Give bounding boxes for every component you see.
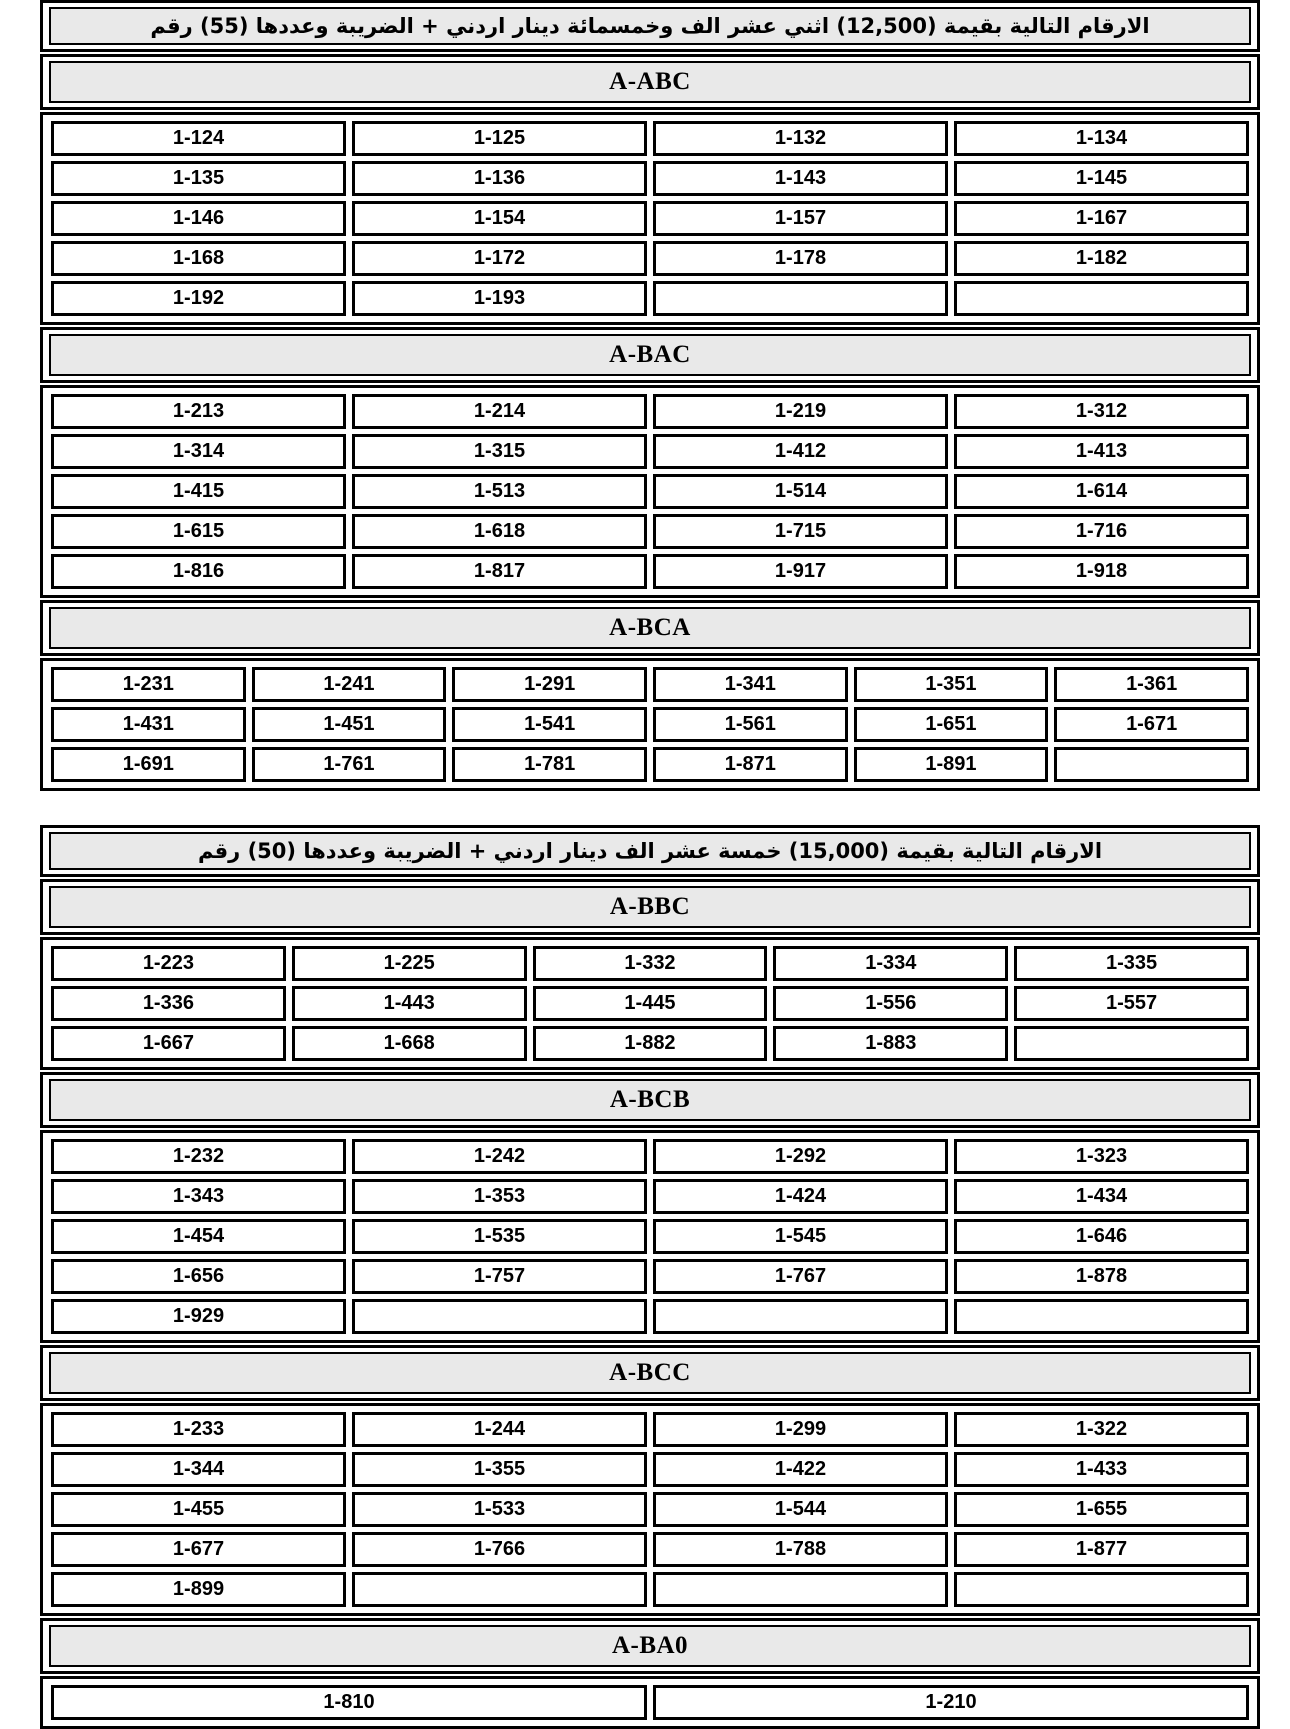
number-cell: 1-355 xyxy=(352,1452,647,1487)
number-cell: 1-232 xyxy=(51,1139,346,1174)
empty-cell xyxy=(954,281,1249,316)
number-cell: 1-343 xyxy=(51,1179,346,1214)
number-cell: 1-431 xyxy=(51,707,246,742)
section-code-section xyxy=(40,54,1260,110)
number-cell: 1-291 xyxy=(452,667,647,702)
number-cell: 1-413 xyxy=(954,434,1249,469)
empty-cell xyxy=(954,1572,1249,1607)
table-row xyxy=(51,1412,1249,1447)
number-cell: 1-168 xyxy=(51,241,346,276)
table-row xyxy=(51,707,1249,742)
number-cell: 1-535 xyxy=(352,1219,647,1254)
number-cell: 1-533 xyxy=(352,1492,647,1527)
table-row xyxy=(51,281,1249,316)
number-cell: 1-332 xyxy=(533,946,768,981)
number-cell: 1-242 xyxy=(352,1139,647,1174)
empty-cell xyxy=(352,1572,647,1607)
number-cell: 1-415 xyxy=(51,474,346,509)
number-cell: 1-656 xyxy=(51,1259,346,1294)
number-cell: 1-929 xyxy=(51,1299,346,1334)
number-cell: 1-134 xyxy=(954,121,1249,156)
number-cell: 1-883 xyxy=(773,1026,1008,1061)
empty-cell xyxy=(1054,747,1249,782)
table-row xyxy=(51,1299,1249,1334)
number-cell: 1-233 xyxy=(51,1412,346,1447)
number-cell: 1-172 xyxy=(352,241,647,276)
table-row xyxy=(51,667,1249,702)
table-row xyxy=(51,1259,1249,1294)
number-cell: 1-455 xyxy=(51,1492,346,1527)
numbers-table xyxy=(45,116,1255,321)
number-cell: 1-918 xyxy=(954,554,1249,589)
table-row xyxy=(51,554,1249,589)
number-cell: 1-146 xyxy=(51,201,346,236)
number-cell: 1-443 xyxy=(292,986,527,1021)
number-cell: 1-351 xyxy=(854,667,1049,702)
number-cell: 1-241 xyxy=(252,667,447,702)
number-cell: 1-244 xyxy=(352,1412,647,1447)
table-row xyxy=(51,514,1249,549)
number-cell: 1-614 xyxy=(954,474,1249,509)
number-cell: 1-334 xyxy=(773,946,1008,981)
number-cell: 1-618 xyxy=(352,514,647,549)
number-cell: 1-315 xyxy=(352,434,647,469)
section-code-section xyxy=(40,879,1260,935)
empty-cell xyxy=(954,1299,1249,1334)
number-cell: 1-561 xyxy=(653,707,848,742)
number-cell: 1-781 xyxy=(452,747,647,782)
number-cell: 1-646 xyxy=(954,1219,1249,1254)
number-cell: 1-556 xyxy=(773,986,1008,1021)
table-row xyxy=(51,201,1249,236)
section-code: A-BAC xyxy=(49,334,1251,376)
number-cell: 1-335 xyxy=(1014,946,1249,981)
number-cell: 1-353 xyxy=(352,1179,647,1214)
block-title: الارقام التالية بقيمة (15,000) خمسة عشر الف دينار اردني + الضريبة وعددها (50) رقم xyxy=(49,832,1251,870)
numbers-table xyxy=(45,1134,1255,1339)
section-code-section xyxy=(40,600,1260,656)
section-code: A-BCC xyxy=(49,1352,1251,1394)
number-cell: 1-878 xyxy=(954,1259,1249,1294)
table-row xyxy=(51,1452,1249,1487)
number-cell: 1-651 xyxy=(854,707,1049,742)
table-row xyxy=(51,1219,1249,1254)
table-row xyxy=(51,1685,1249,1720)
table-row xyxy=(51,434,1249,469)
number-cell: 1-757 xyxy=(352,1259,647,1294)
number-cell: 1-668 xyxy=(292,1026,527,1061)
number-cell: 1-667 xyxy=(51,1026,286,1061)
numbers-table xyxy=(45,941,1255,1066)
number-cell: 1-223 xyxy=(51,946,286,981)
section-grid xyxy=(40,112,1260,325)
section-grid xyxy=(40,385,1260,598)
number-cell: 1-145 xyxy=(954,161,1249,196)
table-row xyxy=(51,1572,1249,1607)
number-cell: 1-219 xyxy=(653,394,948,429)
number-cell: 1-193 xyxy=(352,281,647,316)
number-cell: 1-132 xyxy=(653,121,948,156)
number-cell: 1-513 xyxy=(352,474,647,509)
number-cell: 1-314 xyxy=(51,434,346,469)
number-cell: 1-433 xyxy=(954,1452,1249,1487)
number-cell: 1-917 xyxy=(653,554,948,589)
number-cell: 1-341 xyxy=(653,667,848,702)
number-cell: 1-214 xyxy=(352,394,647,429)
value-block-2 xyxy=(40,825,1260,1729)
number-cell: 1-655 xyxy=(954,1492,1249,1527)
section-code-section xyxy=(40,1072,1260,1128)
section-grid xyxy=(40,658,1260,791)
numbers-table xyxy=(45,389,1255,594)
number-cell: 1-136 xyxy=(352,161,647,196)
section-code: A-BCA xyxy=(49,607,1251,649)
empty-cell xyxy=(352,1299,647,1334)
number-cell: 1-124 xyxy=(51,121,346,156)
number-cell: 1-691 xyxy=(51,747,246,782)
block-title-section xyxy=(40,825,1260,877)
number-cell: 1-817 xyxy=(352,554,647,589)
number-cell: 1-434 xyxy=(954,1179,1249,1214)
number-cell: 1-545 xyxy=(653,1219,948,1254)
numbers-table xyxy=(45,662,1255,787)
number-cell: 1-871 xyxy=(653,747,848,782)
section-grid xyxy=(40,1130,1260,1343)
section-code-section xyxy=(40,1618,1260,1674)
table-row xyxy=(51,986,1249,1021)
section-code: A-BCB xyxy=(49,1079,1251,1121)
section-code: A-BBC xyxy=(49,886,1251,928)
number-cell: 1-143 xyxy=(653,161,948,196)
table-row xyxy=(51,474,1249,509)
section-grid xyxy=(40,1676,1260,1729)
number-cell: 1-816 xyxy=(51,554,346,589)
number-cell: 1-677 xyxy=(51,1532,346,1567)
number-cell: 1-182 xyxy=(954,241,1249,276)
table-row xyxy=(51,394,1249,429)
section-grid xyxy=(40,1403,1260,1616)
number-cell: 1-882 xyxy=(533,1026,768,1061)
number-cell: 1-766 xyxy=(352,1532,647,1567)
section-code: A-BA0 xyxy=(49,1625,1251,1667)
number-cell: 1-167 xyxy=(954,201,1249,236)
number-cell: 1-213 xyxy=(51,394,346,429)
number-cell: 1-767 xyxy=(653,1259,948,1294)
number-cell: 1-716 xyxy=(954,514,1249,549)
number-cell: 1-299 xyxy=(653,1412,948,1447)
number-cell: 1-877 xyxy=(954,1532,1249,1567)
numbers-table xyxy=(45,1407,1255,1612)
number-cell: 1-322 xyxy=(954,1412,1249,1447)
table-row xyxy=(51,241,1249,276)
number-cell: 1-424 xyxy=(653,1179,948,1214)
table-row xyxy=(51,1026,1249,1061)
blocks-container xyxy=(40,0,1260,1729)
table-row xyxy=(51,121,1249,156)
table-row xyxy=(51,1139,1249,1174)
number-cell: 1-810 xyxy=(51,1685,647,1720)
number-cell: 1-761 xyxy=(252,747,447,782)
value-block-1 xyxy=(40,0,1260,791)
number-cell: 1-361 xyxy=(1054,667,1249,702)
empty-cell xyxy=(1014,1026,1249,1061)
number-cell: 1-157 xyxy=(653,201,948,236)
number-cell: 1-715 xyxy=(653,514,948,549)
table-row xyxy=(51,747,1249,782)
empty-cell xyxy=(653,281,948,316)
number-cell: 1-445 xyxy=(533,986,768,1021)
number-cell: 1-788 xyxy=(653,1532,948,1567)
numbers-table xyxy=(45,1680,1255,1725)
section-code-section xyxy=(40,327,1260,383)
number-cell: 1-422 xyxy=(653,1452,948,1487)
block-title-section xyxy=(40,0,1260,52)
number-cell: 1-899 xyxy=(51,1572,346,1607)
number-cell: 1-615 xyxy=(51,514,346,549)
table-row xyxy=(51,161,1249,196)
number-cell: 1-344 xyxy=(51,1452,346,1487)
number-cell: 1-312 xyxy=(954,394,1249,429)
table-row xyxy=(51,1492,1249,1527)
number-cell: 1-210 xyxy=(653,1685,1249,1720)
number-cell: 1-125 xyxy=(352,121,647,156)
number-cell: 1-541 xyxy=(452,707,647,742)
number-cell: 1-292 xyxy=(653,1139,948,1174)
number-cell: 1-412 xyxy=(653,434,948,469)
number-cell: 1-454 xyxy=(51,1219,346,1254)
section-grid xyxy=(40,937,1260,1070)
number-cell: 1-154 xyxy=(352,201,647,236)
number-cell: 1-557 xyxy=(1014,986,1249,1021)
section-code-section xyxy=(40,1345,1260,1401)
empty-cell xyxy=(653,1299,948,1334)
block-title: الارقام التالية بقيمة (12,500) اثني عشر الف وخمسمائة دينار اردني + الضريبة وعددها (55) رقم xyxy=(49,7,1251,45)
number-cell: 1-135 xyxy=(51,161,346,196)
number-cell: 1-231 xyxy=(51,667,246,702)
number-cell: 1-225 xyxy=(292,946,527,981)
number-cell: 1-891 xyxy=(854,747,1049,782)
number-cell: 1-336 xyxy=(51,986,286,1021)
number-cell: 1-671 xyxy=(1054,707,1249,742)
number-cell: 1-192 xyxy=(51,281,346,316)
empty-cell xyxy=(653,1572,948,1607)
number-cell: 1-514 xyxy=(653,474,948,509)
table-row xyxy=(51,946,1249,981)
section-code: A-ABC xyxy=(49,61,1251,103)
number-cell: 1-178 xyxy=(653,241,948,276)
table-row xyxy=(51,1532,1249,1567)
number-cell: 1-544 xyxy=(653,1492,948,1527)
number-cell: 1-451 xyxy=(252,707,447,742)
number-cell: 1-323 xyxy=(954,1139,1249,1174)
table-row xyxy=(51,1179,1249,1214)
